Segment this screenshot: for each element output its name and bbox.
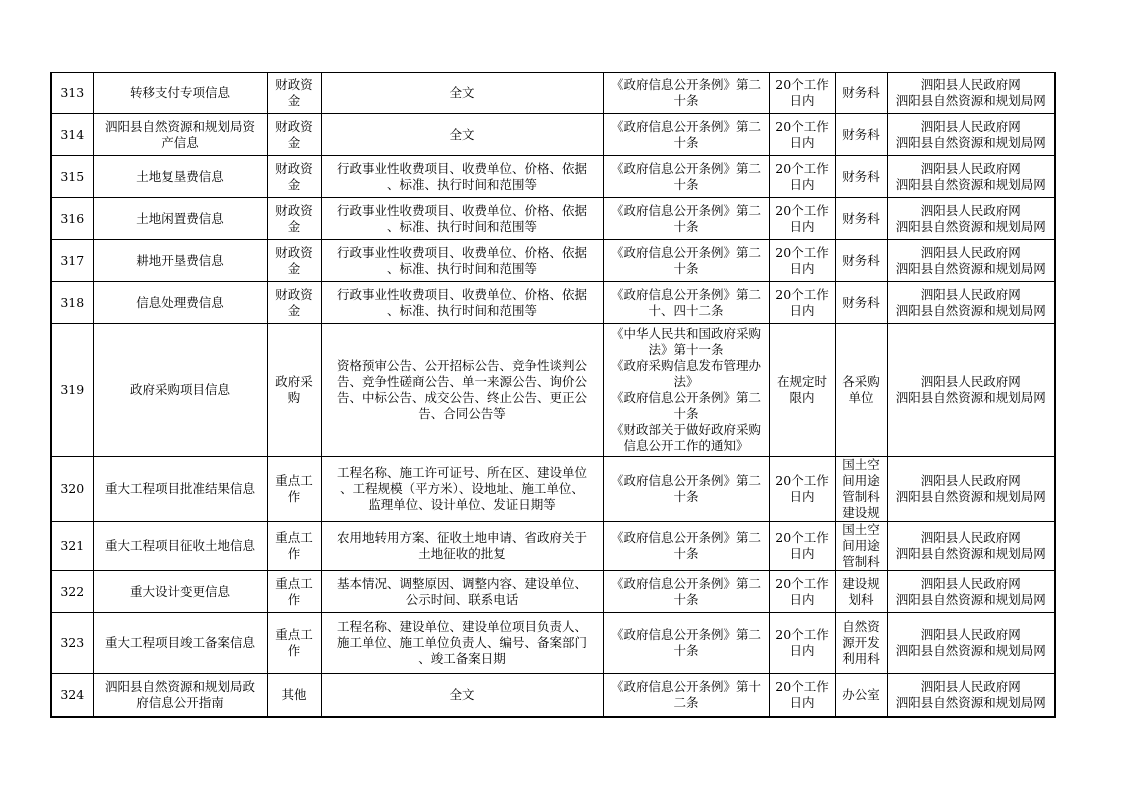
item-content-cell (321, 156, 603, 198)
item-content-line: 、标准、执行时间和范围等 (386, 302, 537, 318)
legal-basis-cell (603, 324, 769, 457)
time-limit-line: 日内 (789, 302, 815, 318)
responsible-dept-line: 自然资 (842, 619, 880, 634)
time-limit-line: 日内 (789, 176, 815, 192)
item-content-line: 基本情况、调整原因、调整内容、建设单位、 (336, 575, 587, 591)
publish-channel-cell (887, 324, 1055, 457)
time-limit-line: 在规定时 (776, 374, 827, 389)
item-content-cell (321, 114, 603, 156)
item-name-line: 土地闲置费信息 (136, 210, 224, 226)
time-limit-cell (769, 114, 835, 156)
item-category-line: 金 (287, 218, 301, 234)
legal-basis-cell (603, 114, 769, 156)
item-name-cell (93, 571, 267, 613)
item-content-cell (321, 457, 603, 522)
table-row (51, 156, 1055, 198)
time-limit-cell (769, 198, 835, 240)
legal-basis-line: 二条 (673, 694, 699, 710)
publish-channel-cell (887, 522, 1055, 571)
publish-channel-cell (887, 114, 1055, 156)
responsible-dept-line: 财务科 (842, 85, 880, 100)
responsible-dept-line: 财务科 (842, 126, 880, 142)
time-limit-line: 20个工作 (775, 627, 829, 642)
legal-basis-line: 十条 (673, 260, 699, 276)
time-limit-line: 20个工作 (775, 244, 829, 260)
responsible-dept-line: 间用途 (842, 473, 880, 488)
item-name-cell (93, 198, 267, 240)
time-limit-line: 日内 (789, 489, 815, 504)
responsible-dept-line: 财务科 (842, 168, 880, 184)
row-number-cell: 319 (51, 324, 93, 457)
time-limit-cell (769, 457, 835, 522)
publish-channel-line: 泗阳县人民政府网 (920, 286, 1021, 302)
legal-basis-cell (603, 240, 769, 282)
item-category-line: 财政资 (275, 244, 313, 260)
item-content-cell (321, 324, 603, 457)
item-name-line: 土地复垦费信息 (136, 168, 224, 184)
legal-basis-cell (603, 73, 769, 114)
responsible-dept-line: 利用科 (842, 651, 880, 666)
item-content-line: 、标准、执行时间和范围等 (386, 260, 537, 276)
item-name-line: 泗阳县自然资源和规划局资 (104, 118, 255, 134)
legal-basis-cell (603, 156, 769, 198)
time-limit-line: 日内 (789, 218, 815, 234)
table-row (51, 324, 1055, 457)
item-content-cell (321, 613, 603, 674)
publish-channel-line: 泗阳县自然资源和规划局网 (895, 643, 1046, 658)
item-category-line: 作 (287, 489, 301, 504)
time-limit-line: 20个工作 (775, 530, 829, 545)
legal-basis-cell (603, 613, 769, 674)
item-content-line: 行政事业性收费项目、收费单位、价格、依据 (336, 286, 587, 302)
publish-channel-cell (887, 240, 1055, 282)
item-category-line: 重点工 (275, 530, 313, 545)
time-limit-line: 20个工作 (775, 118, 829, 134)
publish-channel-cell (887, 613, 1055, 674)
item-name-cell (93, 324, 267, 457)
item-content-line: 工程名称、建设单位、建设单位项目负责人、 (336, 619, 587, 634)
item-category-line: 金 (287, 176, 301, 192)
item-category-line: 作 (287, 643, 301, 658)
time-limit-line: 20个工作 (775, 77, 829, 92)
time-limit-line: 限内 (789, 390, 815, 405)
item-content-line: 监理单位、设计单位、发证日期等 (368, 497, 556, 512)
legal-basis-line: 十条 (673, 93, 699, 108)
item-content-line: 、标准、执行时间和范围等 (386, 218, 537, 234)
responsible-dept-line: 国土空 (842, 457, 880, 472)
publish-channel-line: 泗阳县人民政府网 (920, 202, 1021, 218)
item-name-line: 转移支付专项信息 (129, 85, 230, 100)
item-content-line: 、工程规模（平方米）、设地址、施工单位、 (340, 481, 584, 496)
responsible-dept-cell (835, 73, 887, 114)
row-number-cell: 323 (51, 613, 93, 674)
item-category-line: 重点工 (275, 575, 313, 591)
item-name-cell (93, 613, 267, 674)
row-number-cell: 315 (51, 156, 93, 198)
legal-basis-line: 十条 (673, 176, 699, 192)
responsible-dept-cell (835, 613, 887, 674)
item-name-cell (93, 522, 267, 571)
publish-channel-line: 泗阳县人民政府网 (920, 678, 1021, 694)
legal-basis-cell (603, 457, 769, 522)
responsible-dept-cell (835, 240, 887, 282)
item-name-line: 政府采购项目信息 (129, 382, 230, 397)
item-content-line: 行政事业性收费项目、收费单位、价格、依据 (336, 160, 587, 176)
legal-basis-line: 《政府信息公开条例》第二 (610, 77, 761, 92)
item-name-line: 重大工程项目批准结果信息 (104, 481, 255, 496)
responsible-dept-cell (835, 457, 887, 522)
time-limit-line: 20个工作 (775, 202, 829, 218)
publish-channel-line: 泗阳县人民政府网 (920, 627, 1021, 642)
legal-basis-line: 《政府信息公开条例》第二 (610, 286, 761, 302)
publish-channel-line: 泗阳县自然资源和规划局网 (895, 694, 1046, 710)
publish-channel-line: 泗阳县人民政府网 (920, 160, 1021, 176)
legal-basis-line: 十、四十二条 (648, 302, 724, 318)
publish-channel-line: 泗阳县自然资源和规划局网 (895, 390, 1046, 405)
time-limit-line: 日内 (789, 134, 815, 150)
item-category-cell (267, 674, 321, 717)
publish-channel-cell (887, 674, 1055, 717)
legal-basis-cell (603, 282, 769, 324)
publish-channel-line: 泗阳县自然资源和规划局网 (895, 489, 1046, 504)
row-number-cell: 313 (51, 73, 93, 114)
time-limit-line: 日内 (789, 591, 815, 607)
time-limit-cell (769, 156, 835, 198)
publish-channel-line: 泗阳县人民政府网 (920, 118, 1021, 134)
responsible-dept-line: 源开发 (842, 635, 880, 650)
row-number-cell: 317 (51, 240, 93, 282)
legal-basis-cell (603, 571, 769, 613)
item-content-cell (321, 282, 603, 324)
item-category-line: 财政资 (275, 160, 313, 176)
publish-channel-line: 泗阳县自然资源和规划局网 (895, 218, 1046, 234)
time-limit-cell (769, 522, 835, 571)
row-number-cell: 316 (51, 198, 93, 240)
time-limit-line: 日内 (789, 93, 815, 108)
item-category-line: 作 (287, 591, 301, 607)
responsible-dept-line: 建设规 (842, 575, 880, 591)
publish-channel-line: 泗阳县人民政府网 (920, 244, 1021, 260)
publish-channel-line: 泗阳县自然资源和规划局网 (895, 546, 1046, 561)
item-category-line: 金 (287, 134, 301, 150)
publish-channel-line: 泗阳县自然资源和规划局网 (895, 93, 1046, 108)
item-name-line: 重大工程项目征收土地信息 (104, 538, 255, 553)
time-limit-cell (769, 324, 835, 457)
item-name-cell (93, 240, 267, 282)
item-name-line: 信息处理费信息 (136, 294, 224, 310)
item-name-line: 产信息 (161, 134, 199, 150)
item-content-cell (321, 198, 603, 240)
item-content-line: 全文 (449, 126, 475, 142)
legal-basis-line: 《政府信息公开条例》第二 (610, 118, 761, 134)
item-content-line: 农用地转用方案、征收土地申请、省政府关于 (336, 530, 587, 545)
publish-channel-line: 泗阳县人民政府网 (920, 530, 1021, 545)
item-category-line: 其他 (281, 686, 307, 702)
responsible-dept-line: 财务科 (842, 210, 880, 226)
legal-basis-line: 《中华人民共和国政府采购 (610, 326, 761, 341)
table-row (51, 571, 1055, 613)
legal-basis-line: 《政府采购信息发布管理办 (610, 358, 761, 373)
publish-channel-line: 泗阳县自然资源和规划局网 (895, 260, 1046, 276)
responsible-dept-line: 管制科 (842, 489, 880, 504)
item-name-line: 耕地开垦费信息 (136, 252, 224, 268)
publish-channel-cell (887, 156, 1055, 198)
legal-basis-line: 《财政部关于做好政府采购 (610, 422, 761, 437)
publish-channel-line: 泗阳县人民政府网 (920, 575, 1021, 591)
item-category-line: 金 (287, 302, 301, 318)
legal-basis-line: 法》第十一条 (648, 342, 724, 357)
legal-basis-line: 《政府信息公开条例》第二 (610, 530, 761, 545)
item-category-cell (267, 457, 321, 522)
legal-basis-line: 十条 (673, 591, 699, 607)
time-limit-line: 日内 (789, 260, 815, 276)
responsible-dept-line: 间用途 (842, 538, 880, 553)
table-row (51, 240, 1055, 282)
publish-channel-line: 泗阳县人民政府网 (920, 77, 1021, 92)
publish-channel-line: 泗阳县自然资源和规划局网 (895, 134, 1046, 150)
time-limit-cell (769, 240, 835, 282)
item-category-line: 财政资 (275, 118, 313, 134)
responsible-dept-cell (835, 674, 887, 717)
row-number-cell: 324 (51, 674, 93, 717)
legal-basis-line: 《政府信息公开条例》第二 (610, 160, 761, 176)
item-content-line: 告、合同公告等 (418, 406, 506, 421)
item-content-cell (321, 240, 603, 282)
responsible-dept-line: 财务科 (842, 252, 880, 268)
table-row (51, 73, 1055, 114)
item-category-cell (267, 522, 321, 571)
item-category-line: 政府采 (275, 374, 313, 389)
legal-basis-line: 十条 (673, 218, 699, 234)
legal-basis-line: 《政府信息公开条例》第十 (610, 678, 761, 694)
item-category-line: 财政资 (275, 286, 313, 302)
legal-basis-line: 《政府信息公开条例》第二 (610, 575, 761, 591)
item-content-line: 行政事业性收费项目、收费单位、价格、依据 (336, 244, 587, 260)
legal-basis-line: 《政府信息公开条例》第二 (610, 390, 761, 405)
item-name-cell (93, 114, 267, 156)
item-content-line: 施工单位、施工单位负责人、编号、备案部门 (336, 635, 587, 650)
item-name-cell (93, 457, 267, 522)
time-limit-line: 20个工作 (775, 473, 829, 488)
time-limit-line: 20个工作 (775, 286, 829, 302)
row-number-cell: 320 (51, 457, 93, 522)
item-category-cell (267, 73, 321, 114)
item-name-line: 重大设计变更信息 (129, 583, 230, 599)
responsible-dept-cell (835, 571, 887, 613)
item-category-line: 金 (287, 93, 301, 108)
legal-basis-line: 法》 (673, 374, 699, 389)
legal-basis-line: 十条 (673, 546, 699, 561)
publish-channel-line: 泗阳县自然资源和规划局网 (895, 176, 1046, 192)
time-limit-line: 20个工作 (775, 575, 829, 591)
row-number-cell: 318 (51, 282, 93, 324)
item-category-cell (267, 156, 321, 198)
responsible-dept-line: 财务科 (842, 294, 880, 310)
item-name-line: 府信息公开指南 (136, 694, 224, 710)
time-limit-line: 日内 (789, 694, 815, 710)
item-name-line: 泗阳县自然资源和规划局政 (104, 678, 255, 694)
item-content-line: 全文 (449, 85, 475, 100)
legal-basis-line: 信息公开工作的通知》 (623, 438, 749, 453)
item-category-cell (267, 198, 321, 240)
publish-channel-line: 泗阳县人民政府网 (920, 374, 1021, 389)
item-content-line: 、标准、执行时间和范围等 (386, 176, 537, 192)
item-category-line: 重点工 (275, 473, 313, 488)
item-content-line: 工程名称、施工许可证号、所在区、建设单位 (336, 465, 587, 480)
time-limit-line: 20个工作 (775, 160, 829, 176)
item-name-cell (93, 156, 267, 198)
item-content-line: 资格预审公告、公开招标公告、竞争性谈判公 (336, 358, 587, 373)
item-category-line: 财政资 (275, 77, 313, 92)
item-content-cell (321, 73, 603, 114)
publish-channel-cell (887, 571, 1055, 613)
legal-basis-line: 《政府信息公开条例》第二 (610, 627, 761, 642)
table-row (51, 282, 1055, 324)
item-category-line: 购 (287, 390, 301, 405)
item-content-line: 、竣工备案日期 (418, 651, 506, 666)
item-content-line: 全文 (449, 686, 475, 702)
publish-channel-cell (887, 457, 1055, 522)
legal-basis-line: 《政府信息公开条例》第二 (610, 244, 761, 260)
time-limit-cell (769, 571, 835, 613)
disclosure-table (50, 72, 1056, 718)
responsible-dept-line: 各采购 (842, 374, 880, 389)
responsible-dept-line: 单位 (848, 390, 874, 405)
responsible-dept-line: 建设规 (842, 505, 880, 520)
row-number-cell: 322 (51, 571, 93, 613)
item-content-cell (321, 674, 603, 717)
row-number-cell: 314 (51, 114, 93, 156)
item-content-line: 行政事业性收费项目、收费单位、价格、依据 (336, 202, 587, 218)
publish-channel-line: 泗阳县人民政府网 (920, 473, 1021, 488)
legal-basis-line: 十条 (673, 643, 699, 658)
item-category-line: 财政资 (275, 202, 313, 218)
publish-channel-line: 泗阳县自然资源和规划局网 (895, 302, 1046, 318)
table-row (51, 522, 1055, 571)
item-content-line: 土地征收的批复 (418, 546, 506, 561)
legal-basis-line: 十条 (673, 134, 699, 150)
legal-basis-line: 《政府信息公开条例》第二 (610, 473, 761, 488)
responsible-dept-cell (835, 156, 887, 198)
item-category-cell (267, 571, 321, 613)
responsible-dept-line: 办公室 (842, 686, 880, 702)
time-limit-cell (769, 282, 835, 324)
item-category-line: 重点工 (275, 627, 313, 642)
time-limit-line: 日内 (789, 643, 815, 658)
item-category-cell (267, 240, 321, 282)
responsible-dept-cell (835, 282, 887, 324)
publish-channel-cell (887, 282, 1055, 324)
responsible-dept-cell (835, 324, 887, 457)
publish-channel-cell (887, 73, 1055, 114)
item-category-cell (267, 324, 321, 457)
item-name-cell (93, 674, 267, 717)
time-limit-cell (769, 613, 835, 674)
legal-basis-line: 十条 (673, 489, 699, 504)
legal-basis-cell (603, 198, 769, 240)
table-row (51, 674, 1055, 717)
responsible-dept-line: 划科 (848, 591, 874, 607)
item-category-cell (267, 613, 321, 674)
item-content-line: 告、中标公告、成交公告、终止公告、更正公 (336, 390, 587, 405)
responsible-dept-cell (835, 522, 887, 571)
item-content-cell (321, 522, 603, 571)
responsible-dept-cell (835, 114, 887, 156)
responsible-dept-cell (835, 198, 887, 240)
responsible-dept-line: 管制科 (842, 554, 880, 569)
item-content-cell (321, 571, 603, 613)
publish-channel-cell (887, 198, 1055, 240)
item-category-line: 作 (287, 546, 301, 561)
item-category-cell (267, 114, 321, 156)
publish-channel-line: 泗阳县自然资源和规划局网 (895, 591, 1046, 607)
time-limit-line: 20个工作 (775, 678, 829, 694)
table-row (51, 114, 1055, 156)
responsible-dept-line: 国土空 (842, 522, 880, 537)
table-row (51, 457, 1055, 522)
legal-basis-line: 《政府信息公开条例》第二 (610, 202, 761, 218)
item-content-line: 公示时间、联系电话 (405, 591, 519, 607)
time-limit-cell (769, 73, 835, 114)
item-category-line: 金 (287, 260, 301, 276)
table-row (51, 613, 1055, 674)
legal-basis-cell (603, 522, 769, 571)
item-name-cell (93, 282, 267, 324)
legal-basis-cell (603, 674, 769, 717)
item-category-cell (267, 282, 321, 324)
item-name-line: 重大工程项目竣工备案信息 (104, 635, 255, 650)
time-limit-line: 日内 (789, 546, 815, 561)
legal-basis-line: 十条 (673, 406, 699, 421)
row-number-cell: 321 (51, 522, 93, 571)
time-limit-cell (769, 674, 835, 717)
item-content-line: 告、竞争性磋商公告、单一来源公告、询价公 (336, 374, 587, 389)
item-name-cell (93, 73, 267, 114)
table-row (51, 198, 1055, 240)
